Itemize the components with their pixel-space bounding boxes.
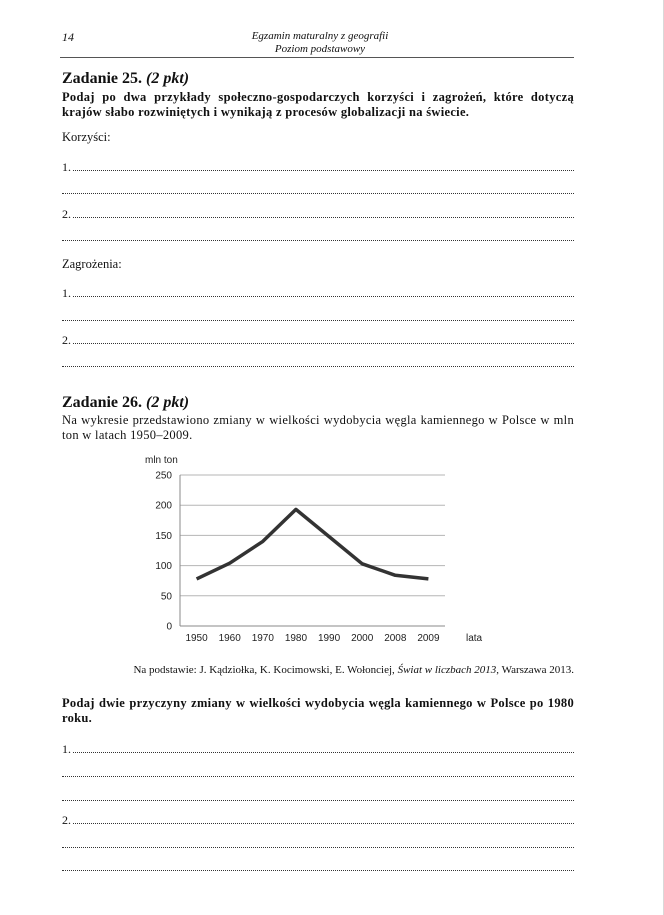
answer-line[interactable] — [62, 310, 574, 324]
task26-points: (2 pkt) — [146, 394, 190, 411]
item-number: 2. — [62, 813, 71, 827]
chart-xtick-label: 2008 — [384, 633, 407, 644]
running-header — [200, 30, 440, 56]
chart-ytick-label: 250 — [155, 470, 172, 482]
task25-title: Zadanie 25. — [62, 70, 143, 87]
coal-output-chart — [135, 452, 495, 652]
answer-line[interactable] — [62, 837, 574, 851]
answer-line[interactable] — [62, 742, 574, 756]
answer-line[interactable] — [62, 160, 574, 174]
threats-label: Zagrożenia: — [62, 257, 122, 271]
chart-xtick-label: 1950 — [185, 633, 208, 644]
chart-xtick-label: 1980 — [284, 633, 308, 644]
task26-heading — [62, 394, 189, 412]
task26-instruction: Podaj dwie przyczyny zmiany w wielkości wydobycia węgla kamiennego w Polsce po 1980 roku. — [62, 696, 574, 725]
source-title: Świat w liczbach 2013 — [397, 664, 497, 676]
running-header-line2: Poziom podstawowy — [274, 43, 366, 55]
answer-line[interactable] — [62, 860, 574, 874]
answer-line[interactable] — [62, 183, 574, 197]
chart-xlabel: lata — [466, 633, 483, 644]
chart-xtick-label: 1990 — [317, 633, 341, 644]
answer-line[interactable] — [62, 333, 574, 347]
item-number: 2. — [62, 333, 71, 347]
answer-line[interactable] — [62, 356, 574, 370]
chart-ylabel: mln ton — [145, 455, 178, 466]
answer-line[interactable] — [62, 813, 574, 827]
answer-line[interactable] — [62, 286, 574, 300]
benefits-label: Korzyści: — [62, 130, 111, 144]
source-prefix: Na podstawie: J. Kądziołka, K. Kocimowski, E. Wołonciej, — [133, 664, 398, 676]
item-number: 1. — [62, 286, 71, 300]
item-number: 1. — [62, 160, 71, 174]
chart-ytick-label: 50 — [160, 591, 172, 603]
answer-line[interactable] — [62, 207, 574, 221]
chart-ytick-label: 100 — [155, 561, 172, 573]
chart-xtick-label: 2009 — [417, 633, 440, 644]
chart-ytick-label: 200 — [155, 500, 172, 512]
chart-xtick-label: 1960 — [218, 633, 241, 644]
answer-line[interactable] — [62, 766, 574, 780]
item-number: 1. — [62, 742, 71, 756]
chart-series-line — [197, 509, 429, 579]
task26-title: Zadanie 26. — [62, 394, 143, 411]
source-suffix: , Warszawa 2013. — [496, 664, 574, 676]
task26-intro: Na wykresie przedstawiono zmiany w wielkości wydobycia węgla kamiennego w Polsce w mln ton w latach 1950–2009. — [62, 413, 574, 442]
item-number: 2. — [62, 207, 71, 221]
task25-points: (2 pkt) — [146, 70, 190, 87]
chart-ytick-label: 0 — [166, 621, 172, 633]
chart-ytick-label: 150 — [155, 530, 172, 542]
chart-xtick-label: 2000 — [351, 633, 374, 644]
chart-source — [60, 664, 574, 676]
task25-instruction: Podaj po dwa przykłady społeczno-gospodarczych korzyści i zagrożeń, które dotyczą krajów słabo rozwiniętych i wynikają z procesów globalizacji na świecie. — [62, 90, 574, 119]
answer-line[interactable] — [62, 230, 574, 244]
task25-heading — [62, 70, 189, 88]
answer-line[interactable] — [62, 790, 574, 804]
header-rule — [60, 57, 574, 58]
chart-xtick-label: 1970 — [251, 633, 274, 644]
running-header-line1: Egzamin maturalny z geografii — [251, 30, 389, 42]
page-number: 14 — [62, 30, 74, 44]
